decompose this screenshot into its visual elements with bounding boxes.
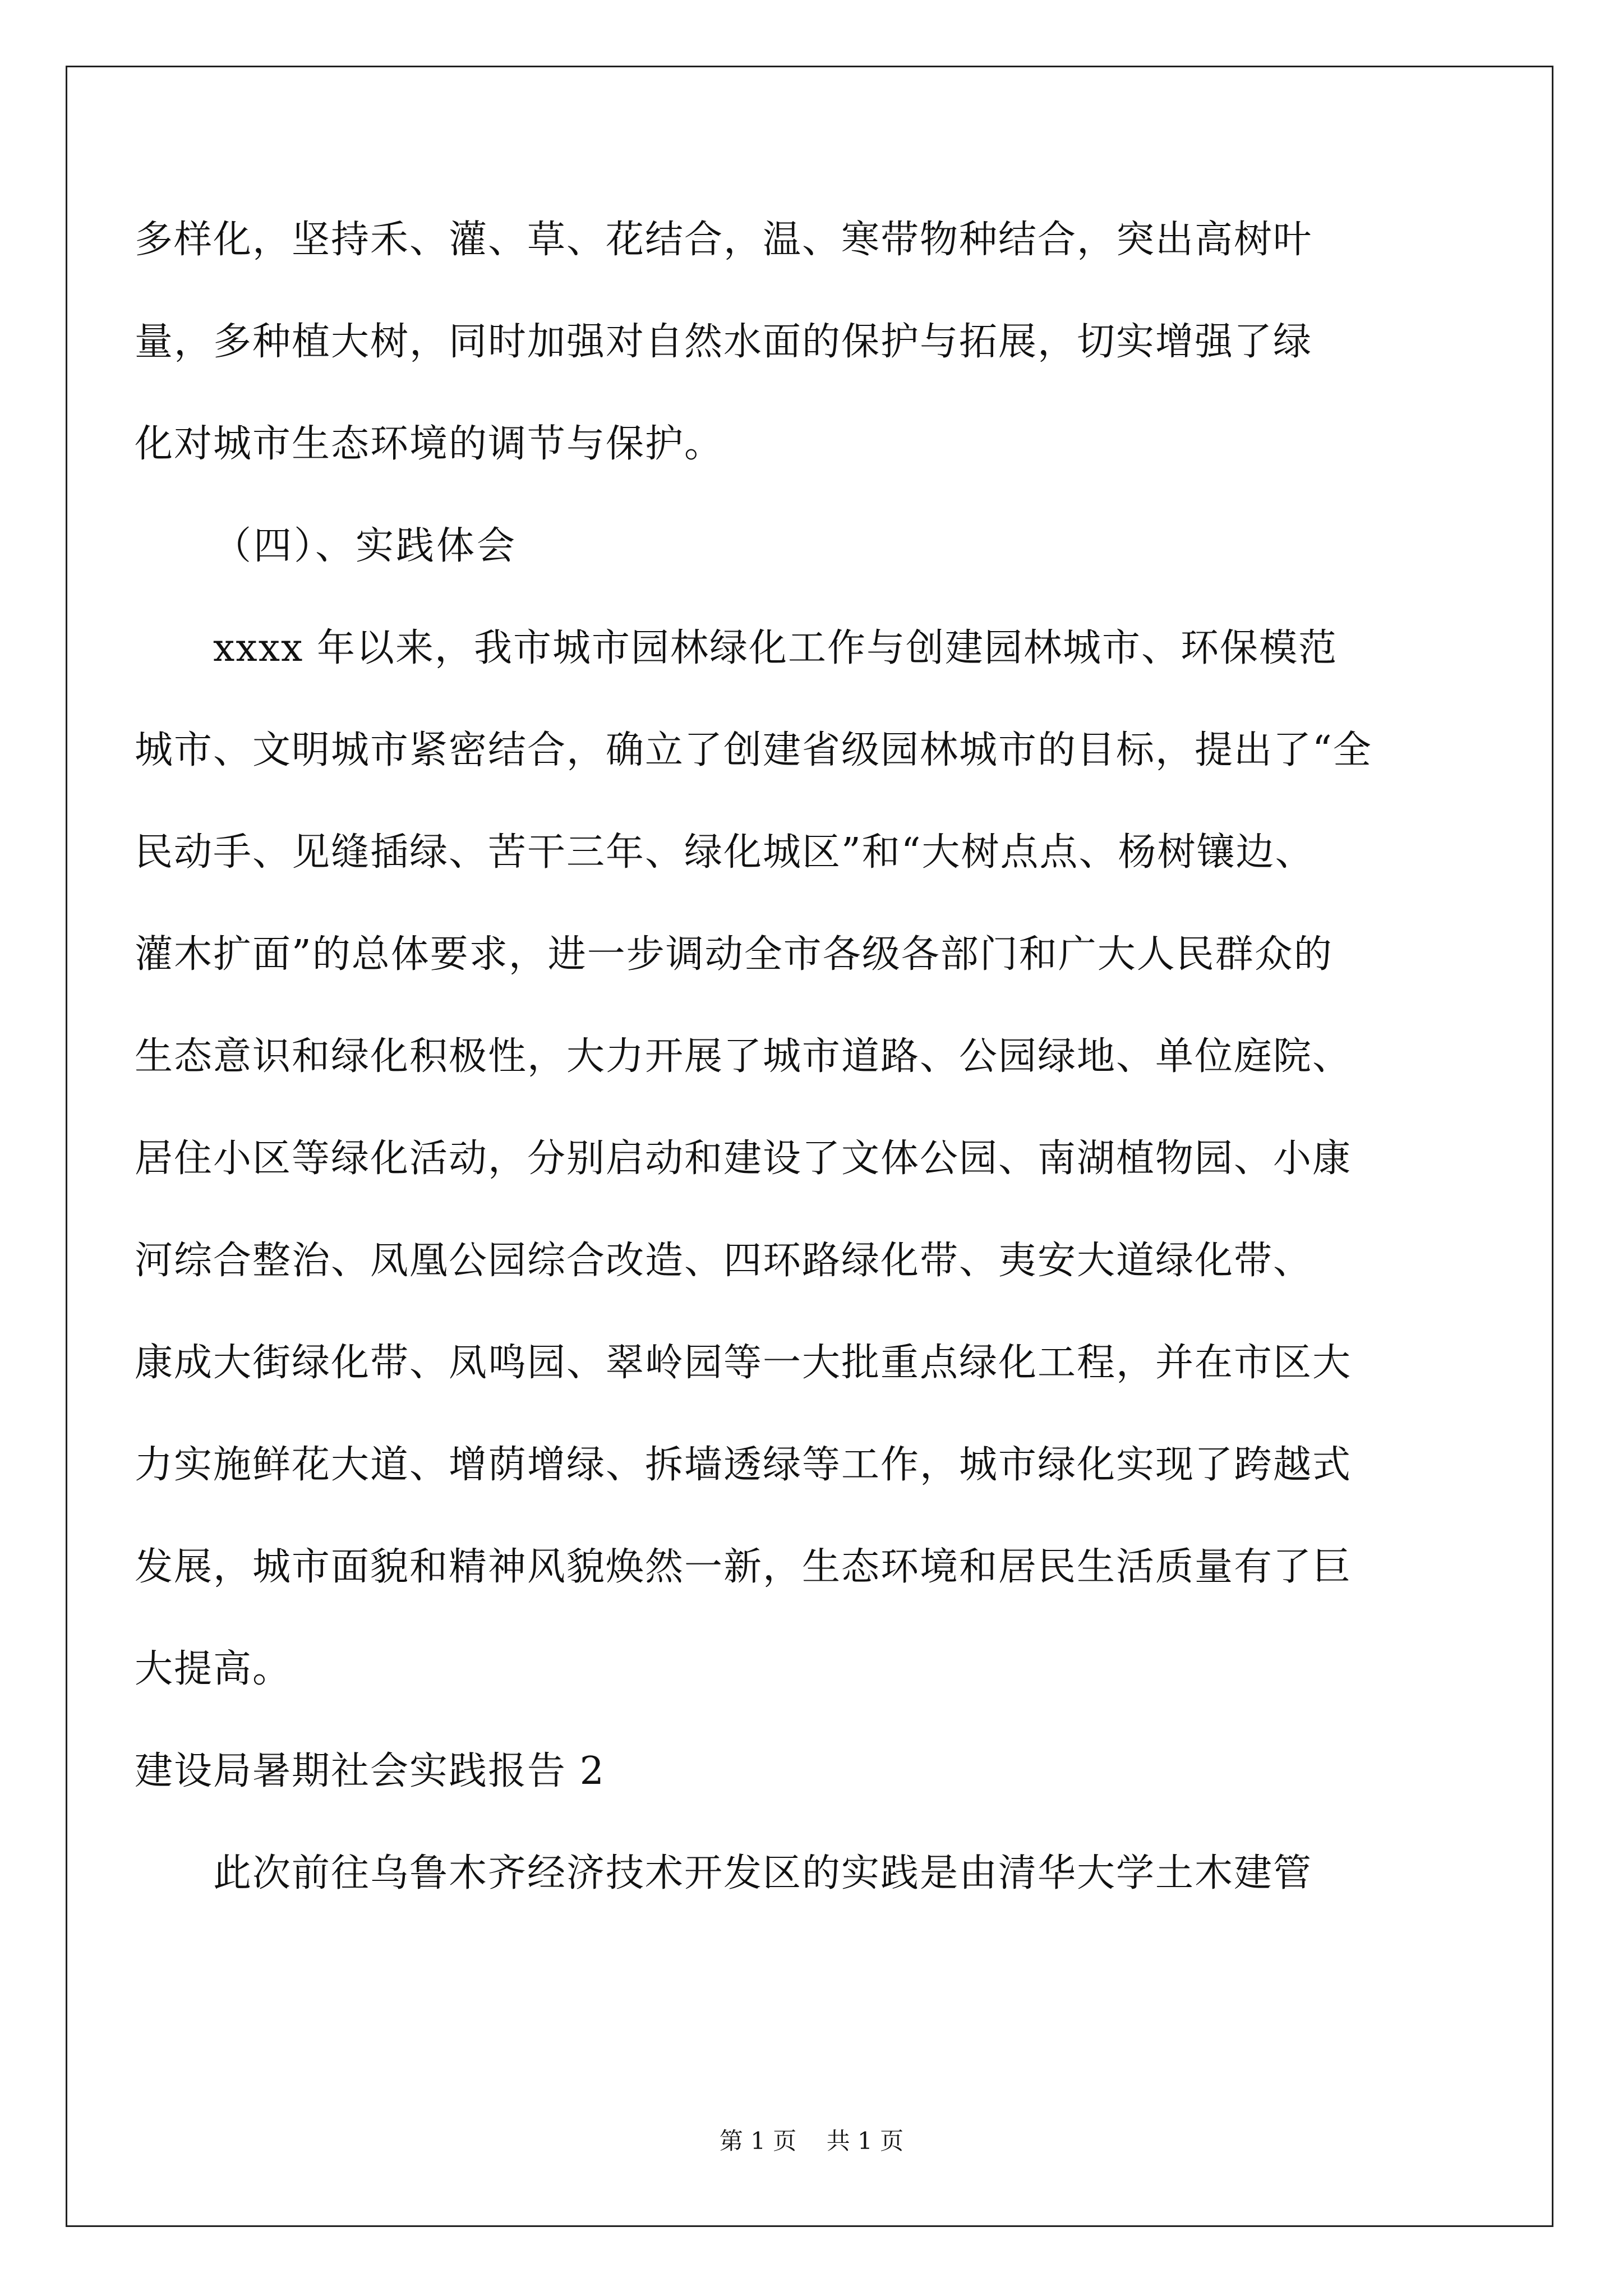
text-line: 量，多种植大树，同时加强对自然水面的保护与拓展，切实增强了绿 — [135, 320, 1313, 364]
text-line: 康成大街绿化带、凤鸣园、翠岭园等一大批重点绿化工程，并在市区大 — [135, 1341, 1352, 1385]
text-line: 此次前往乌鲁木齐经济技术开发区的实践是由清华大学土木建管 — [213, 1851, 1313, 1895]
report-title: 建设局暑期社会实践报告 2 — [135, 1749, 605, 1793]
text-line: 灌木扩面”的总体要求，进一步调动全市各级各部门和广大人民群众的 — [135, 932, 1333, 977]
text-line: 化对城市生态环境的调节与保护。 — [135, 422, 724, 466]
text-line: 力实施鲜花大道、增荫增绿、拆墙透绿等工作，城市绿化实现了跨越式 — [135, 1443, 1352, 1487]
text-line: 居住小区等绿化活动，分别启动和建设了文体公园、南湖植物园、小康 — [135, 1137, 1352, 1181]
page-footer: 第 1 页 共 1 页 — [719, 2127, 904, 2155]
text-line: 民动手、见缝插绿、苦干三年、绿化城区”和“大树点点、杨树镶边、 — [135, 830, 1315, 875]
section-heading: （四）、实践体会 — [213, 524, 518, 568]
text-line: 生态意识和绿化积极性，大力开展了城市道路、公园绿地、单位庭院、 — [135, 1034, 1352, 1079]
text-line: 发展，城市面貌和精神风貌焕然一新，生态环境和居民生活质量有了巨 — [135, 1545, 1352, 1589]
text-line: xxxx 年以来，我市城市园林绿化工作与创建园林城市、环保模范 — [213, 626, 1338, 670]
text-line: 河综合整治、凤凰公园综合改造、四环路绿化带、夷安大道绿化带、 — [135, 1239, 1313, 1283]
text-line: 大提高。 — [135, 1647, 292, 1691]
text-line: 多样化，坚持禾、灌、草、花结合，温、寒带物种结合，突出高树叶 — [135, 218, 1313, 262]
text-line: 城市、文明城市紧密结合，确立了创建省级园林城市的目标，提出了“全 — [135, 728, 1372, 772]
